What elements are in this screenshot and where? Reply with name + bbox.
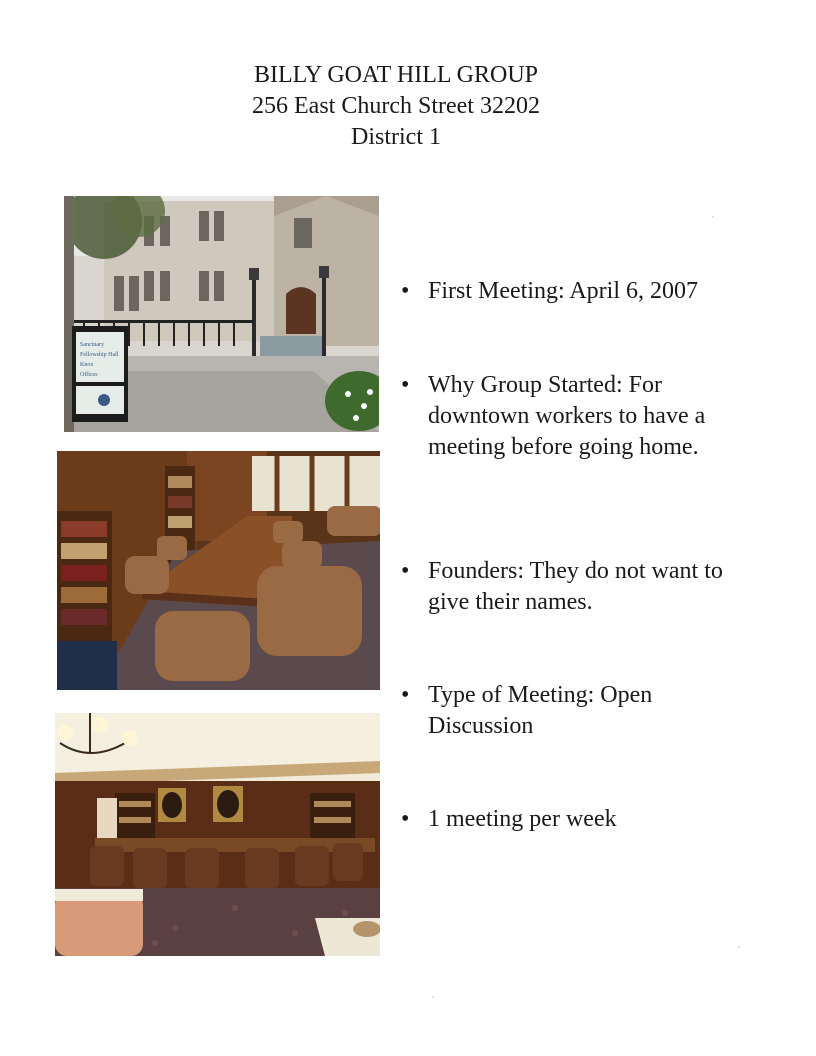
group-address: 256 East Church Street 32202 [252, 93, 540, 119]
group-name: BILLY GOAT HILL GROUP [253, 62, 539, 88]
building-exterior-photo [64, 196, 379, 432]
page-header [0, 60, 792, 153]
bullet-marker: • [401, 558, 410, 584]
group-district: District 1 [351, 124, 441, 150]
first-meeting-text: First Meeting: April 6, 2007 [428, 278, 698, 304]
why-group-started-text: Why Group Started: For downtown workers to have a meeting before going home. [428, 372, 706, 460]
meetings-per-week-text: 1 meeting per week [428, 806, 617, 832]
bullet-marker: • [401, 682, 410, 708]
scan-speck [432, 996, 434, 998]
sign-text-line: Fellowship Hall [80, 352, 119, 358]
bullet-marker: • [401, 372, 410, 398]
meeting-room-photo [55, 713, 380, 956]
sign-text-line: Offices [80, 372, 98, 378]
type-of-meeting-text: Type of Meeting: Open Discussion [428, 682, 653, 739]
bullet-marker: • [401, 278, 410, 304]
bullet-marker: • [401, 806, 410, 832]
conference-room-photo [57, 451, 380, 690]
sign-text-line: Sanctuary [80, 342, 104, 348]
founders-text: Founders: They do not want to give their names. [428, 558, 723, 615]
scan-speck [712, 216, 714, 218]
sign-text-line: Knox [80, 362, 94, 368]
scan-speck [738, 946, 740, 948]
